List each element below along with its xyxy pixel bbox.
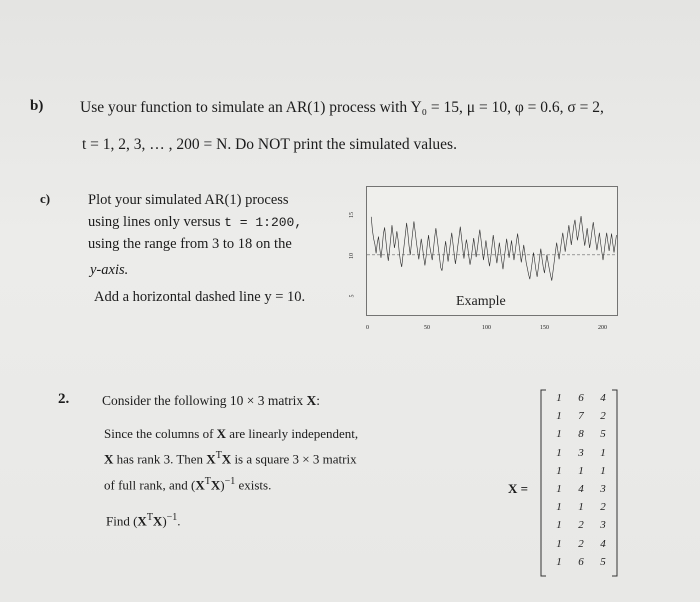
- part-c-line1: Plot your simulated AR(1) process: [88, 192, 289, 208]
- q2-p2-b: has rank 3. Then: [113, 451, 207, 467]
- q2-intro-colon: :: [316, 393, 320, 408]
- matrix-x: [539, 388, 619, 580]
- q2-p2-e: is a square 3 × 3 matrix: [231, 451, 357, 467]
- q2-find: [106, 512, 181, 529]
- matrix-row: [551, 483, 611, 495]
- q2-find-e: .: [177, 513, 181, 529]
- part-c-line4: y-axis.: [90, 262, 129, 278]
- x-tick-200: 200: [598, 325, 607, 331]
- q2-find-sup: T: [146, 512, 153, 523]
- matrix-cell: 7: [578, 410, 584, 423]
- matrix-cell: 2: [578, 537, 584, 550]
- q2-p3-sup: T: [204, 476, 211, 487]
- matrix-row: [551, 428, 611, 440]
- matrix-cell: 3: [600, 483, 606, 495]
- y-tick-10: 10: [349, 253, 355, 259]
- matrix-cell: 1: [600, 446, 606, 459]
- matrix-cell: 1: [556, 428, 562, 441]
- q2-find-x2: X: [152, 513, 163, 529]
- q2-find-x: X: [137, 513, 147, 529]
- matrix-cell: 4: [578, 483, 584, 495]
- x-tick-50: 50: [424, 325, 430, 331]
- q2-p2-x: X: [104, 451, 114, 467]
- q2-p3-e: exists.: [235, 477, 272, 493]
- matrix-cell: 1: [578, 501, 584, 514]
- matrix-cell: 3: [578, 446, 584, 459]
- q2-intro: [102, 393, 320, 409]
- matrix-cell: 1: [556, 410, 562, 423]
- y-tick-15: 15: [349, 212, 355, 218]
- q2-p3-paren: ): [220, 477, 225, 493]
- x-tick-150: 150: [540, 325, 549, 331]
- q2-intro-text: Consider the following 10 × 3 matrix: [102, 393, 307, 408]
- q2-p3-x: X: [195, 477, 205, 493]
- matrix-cell: 1: [578, 464, 584, 477]
- part-c-line2-text: using lines only versus: [88, 214, 225, 230]
- q2-p2-x2: X: [206, 451, 216, 467]
- part-c-line2: [88, 214, 302, 231]
- matrix-row: [551, 501, 611, 513]
- matrix-cell: 2: [600, 501, 606, 514]
- q2-p3-x2: X: [210, 477, 221, 493]
- matrix-cell: 1: [556, 555, 562, 568]
- matrix-cell: 4: [600, 392, 606, 404]
- matrix-row: [551, 410, 611, 422]
- matrix-cell: 6: [578, 555, 584, 568]
- matrix-cell: 1: [556, 392, 562, 404]
- q2-find-inv: −1: [166, 512, 178, 523]
- matrix-row: [551, 447, 611, 459]
- matrix-cell: 1: [556, 519, 562, 532]
- x-equals-label: X =: [508, 481, 529, 496]
- matrix-row: [551, 519, 611, 531]
- part-c-code: t = 1:200,: [224, 215, 303, 230]
- q2-find-a: Find (: [106, 513, 138, 529]
- q2-p1: [104, 426, 358, 442]
- q2-find-paren: ): [162, 513, 167, 529]
- question-2-number: 2.: [58, 391, 70, 407]
- q2-p3-inv: −1: [224, 476, 236, 487]
- matrix-cell: 2: [578, 519, 584, 532]
- q2-p3: [104, 476, 271, 493]
- part-c-line3: using the range from 3 to 18 on the: [88, 236, 292, 252]
- x-tick-100: 100: [482, 325, 491, 331]
- q2-p1-x: X: [216, 426, 227, 441]
- matrix-cell: 1: [556, 537, 562, 550]
- ar1-example-chart: [366, 186, 618, 316]
- x-tick-0: 0: [366, 325, 369, 331]
- q2-intro-x: X: [306, 393, 317, 408]
- matrix-row: [551, 556, 611, 568]
- matrix-row: [551, 538, 611, 550]
- chart-legend-text: Example: [456, 294, 506, 309]
- matrix-cell: 1: [600, 464, 606, 477]
- part-c-label: c): [40, 191, 51, 206]
- matrix-cell: 3: [600, 519, 606, 532]
- matrix-cell: 6: [578, 392, 584, 404]
- matrix-cell: 8: [578, 428, 584, 441]
- matrix-cell: 1: [556, 501, 562, 514]
- part-b-line1: Use your function to simulate an AR(1) process with Y₀ = 15, μ = 10, φ = 0.6, σ = 2,: [80, 99, 604, 116]
- matrix-row: [551, 465, 611, 477]
- part-b-line2: t = 1, 2, 3, … , 200 = N. Do NOT print the simulated values.: [82, 136, 457, 153]
- q2-p2: [104, 450, 357, 467]
- q2-p2-x3: X: [221, 451, 232, 467]
- q2-p1-a: Since the columns of: [104, 426, 217, 441]
- matrix-cell: 1: [556, 483, 562, 495]
- matrix-cell: 2: [600, 410, 606, 423]
- q2-p1-c: are linearly independent,: [226, 426, 359, 441]
- matrix-cell: 5: [600, 555, 606, 568]
- matrix-row: [551, 392, 611, 404]
- part-b-label: b): [30, 98, 44, 114]
- q2-p3-a: of full rank, and (: [104, 477, 196, 493]
- matrix-cell: 5: [600, 428, 606, 441]
- part-c-line5: Add a horizontal dashed line y = 10.: [94, 289, 306, 305]
- matrix-cell: 1: [556, 464, 562, 477]
- matrix-cell: 1: [556, 446, 562, 459]
- matrix-cell: 4: [600, 537, 606, 550]
- q2-p2-sup: T: [215, 450, 222, 461]
- y-tick-5: 5: [349, 294, 356, 298]
